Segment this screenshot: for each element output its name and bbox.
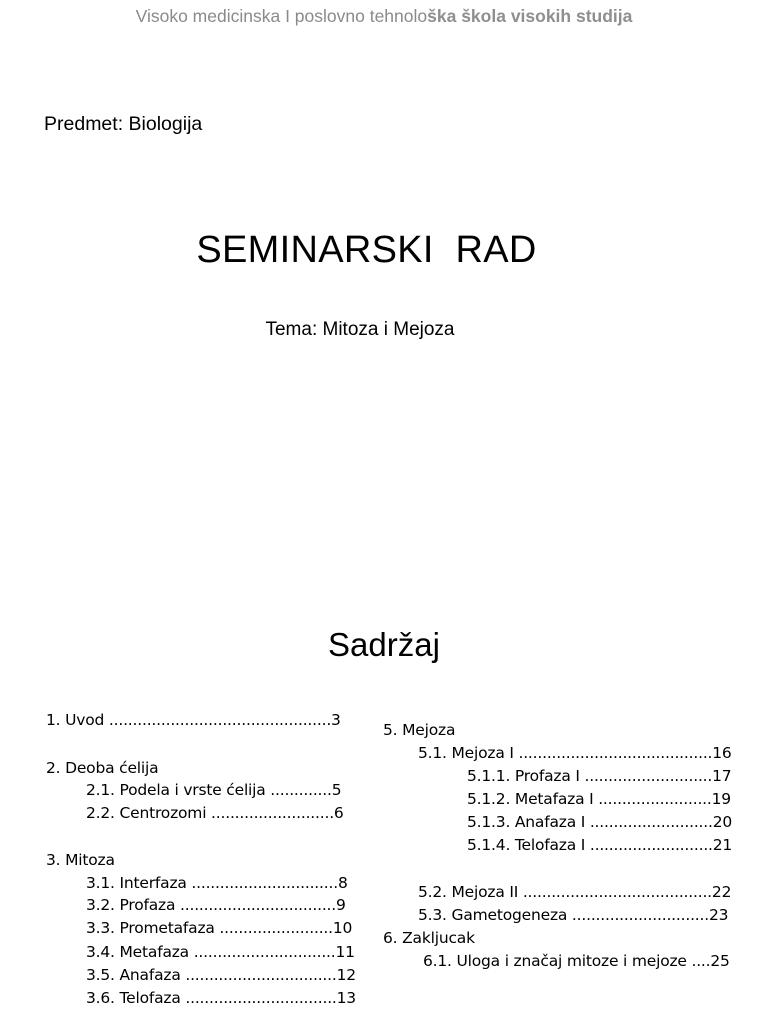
toc-entry: 5.2. Mejoza II ........................................22	[418, 883, 732, 901]
toc-entry: 5.1.3. Anafaza I ..........................20	[467, 813, 733, 831]
toc-entry: 3.1. Interfaza ...............................8	[86, 874, 348, 892]
toc-heading: Sadržaj	[328, 626, 440, 663]
toc-entry: 2. Deoba ćelija	[46, 759, 159, 777]
toc-entry: 1. Uvod ...............................................3	[46, 711, 341, 729]
toc-entry: 3.4. Metafaza ..............................11	[86, 943, 355, 961]
toc-entry: 5.3. Gametogeneza .............................23	[418, 906, 729, 924]
toc-entry: 5.1.1. Profaza I ...........................17	[467, 767, 732, 785]
school-header-normal: Visoko medicinska I poslovno tehnolo	[135, 6, 428, 26]
topic-line: Tema: Mitoza i Mejoza	[265, 319, 455, 340]
toc-entry: 5.1.4. Telofaza I ..........................21	[467, 836, 733, 854]
toc-entry: 5.1.2. Metafaza I ........................19	[467, 790, 731, 808]
school-header-bold: ška škola visokih studija	[427, 6, 633, 26]
toc-entry: 2.2. Centrozomi ..........................6	[86, 804, 344, 822]
toc-entry: 2.1. Podela i vrste ćelija .............5	[86, 781, 342, 799]
toc-entry: 3.2. Profaza .................................9	[86, 896, 346, 914]
toc-entry: 5.1. Mejoza I .........................................16	[418, 744, 732, 762]
document-title: SEMINARSKI RAD	[196, 229, 537, 271]
school-header	[0, 6, 768, 27]
subject-line: Predmet: Biologija	[44, 113, 203, 135]
toc-entry: 3. Mitoza	[46, 851, 115, 869]
toc-entry: 6.1. Uloga i značaj mitoze i mejoze ....25	[423, 952, 730, 970]
toc-entry: 6. Zakljucak	[383, 929, 475, 947]
toc-entry: 3.5. Anafaza ................................12	[86, 966, 356, 984]
toc-entry: 3.3. Prometafaza ........................10	[86, 919, 353, 937]
toc-entry: 3.6. Telofaza ................................13	[86, 989, 356, 1007]
toc-entry: 5. Mejoza	[383, 721, 456, 739]
